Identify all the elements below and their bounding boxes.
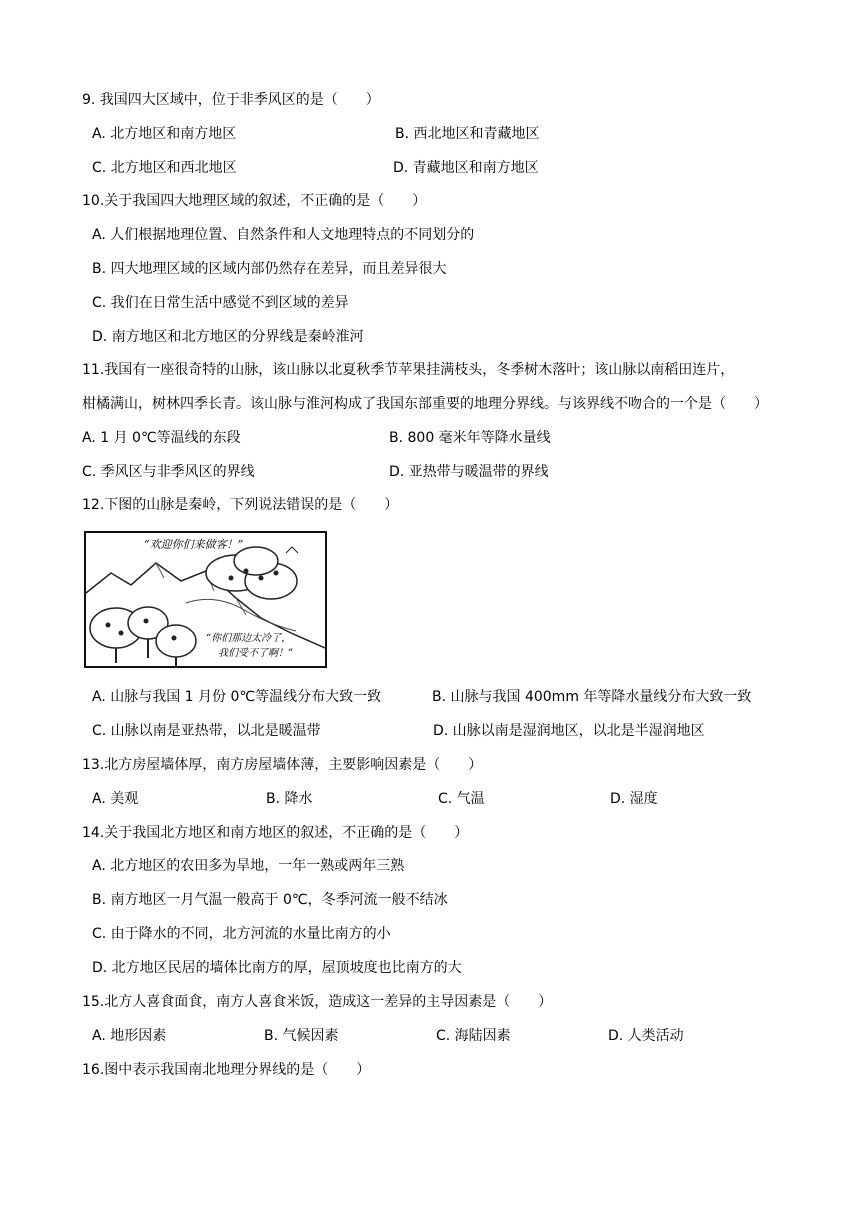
question-12-option-c: C. 山脉以南是亚热带，以北是暖温带: [92, 723, 321, 739]
question-13-option-a: A. 美观: [92, 791, 139, 807]
question-11-option-c: C. 季风区与非季风区的界线: [82, 464, 255, 480]
question-13-option-d: D. 湿度: [610, 791, 658, 807]
qinling-cartoon-figure: [84, 531, 327, 668]
tree-north-icon: [90, 607, 196, 666]
question-14-option-c: C. 由于降水的不同，北方河流的水量比南方的小: [92, 926, 391, 942]
question-10-option-b: B. 四大地理区域的区域内部仍然存在差异，而且差异很大: [92, 261, 447, 277]
question-15-option-d: D. 人类活动: [608, 1028, 684, 1044]
question-15-option-c: C. 海陆因素: [436, 1028, 511, 1044]
question-9-stem: 9. 我国四大区域中，位于非季风区的是（ ）: [82, 92, 380, 108]
question-14-option-b: B. 南方地区一月气温一般高于 0℃，冬季河流一般不结冰: [92, 892, 448, 908]
question-15-option-a: A. 地形因素: [92, 1028, 167, 1044]
question-10-option-c: C. 我们在日常生活中感觉不到区域的差异: [92, 295, 349, 311]
question-12-stem: 12.下图的山脉是秦岭，下列说法错误的是（ ）: [82, 497, 399, 513]
question-9-option-a: A. 北方地区和南方地区: [92, 126, 237, 142]
question-11-option-a: A. 1 月 0℃等温线的东段: [82, 430, 241, 446]
question-13-stem: 13.北方房屋墙体厚，南方房屋墙体薄，主要影响因素是（ ）: [82, 757, 483, 773]
question-10-stem: 10.关于我国四大地理区域的叙述，不正确的是（ ）: [82, 193, 427, 209]
question-12-option-d: D. 山脉以南是湿润地区，以北是半湿润地区: [433, 723, 705, 739]
question-9-option-d: D. 青藏地区和南方地区: [393, 160, 539, 176]
cartoon-illustration: [86, 533, 325, 666]
question-13-option-c: C. 气温: [438, 791, 485, 807]
question-10-option-d: D. 南方地区和北方地区的分界线是秦岭淮河: [92, 329, 364, 345]
cartoon-speech-bottom-1: “你们那边太冷了，: [206, 633, 292, 644]
question-11-stem-line2: 柑橘满山，树林四季长青。该山脉与淮河构成了我国东部重要的地理分界线。与该界线不吻合的一个是（ ）: [82, 396, 768, 412]
question-14-stem: 14.关于我国北方地区和南方地区的叙述，不正确的是（ ）: [82, 825, 469, 841]
cartoon-speech-top: “欢迎你们来做客！”: [144, 538, 244, 551]
question-16-stem: 16.图中表示我国南北地理分界线的是（ ）: [82, 1062, 371, 1078]
question-13-option-b: B. 降水: [266, 791, 313, 807]
question-10-option-a: A. 人们根据地理位置、自然条件和人文地理特点的不同划分的: [92, 227, 475, 243]
question-14-option-a: A. 北方地区的农田多为旱地，一年一熟或两年三熟: [92, 858, 405, 874]
tree-south-icon: [206, 547, 298, 599]
question-11-option-b: B. 800 毫米年等降水量线: [389, 430, 551, 446]
question-9-option-b: B. 西北地区和青藏地区: [395, 126, 540, 142]
question-11-stem-line1: 11.我国有一座很奇特的山脉，该山脉以北夏秋季节苹果挂满枝头，冬季树木落叶；该山脉以南稻田连片，: [82, 362, 735, 378]
question-15-stem: 15.北方人喜食面食，南方人喜食米饭，造成这一差异的主导因素是（ ）: [82, 994, 553, 1010]
cartoon-speech-bottom-2: 我们受不了啊！”: [218, 648, 294, 659]
question-12-option-b: B. 山脉与我国 400mm 年等降水量线分布大致一致: [432, 689, 752, 705]
question-9-option-c: C. 北方地区和西北地区: [92, 160, 237, 176]
question-12-option-a: A. 山脉与我国 1 月份 0℃等温线分布大致一致: [92, 689, 382, 705]
question-15-option-b: B. 气候因素: [264, 1028, 339, 1044]
question-14-option-d: D. 北方地区民居的墙体比南方的厚，屋顶坡度也比南方的大: [92, 960, 462, 976]
question-11-option-d: D. 亚热带与暖温带的界线: [389, 464, 549, 480]
